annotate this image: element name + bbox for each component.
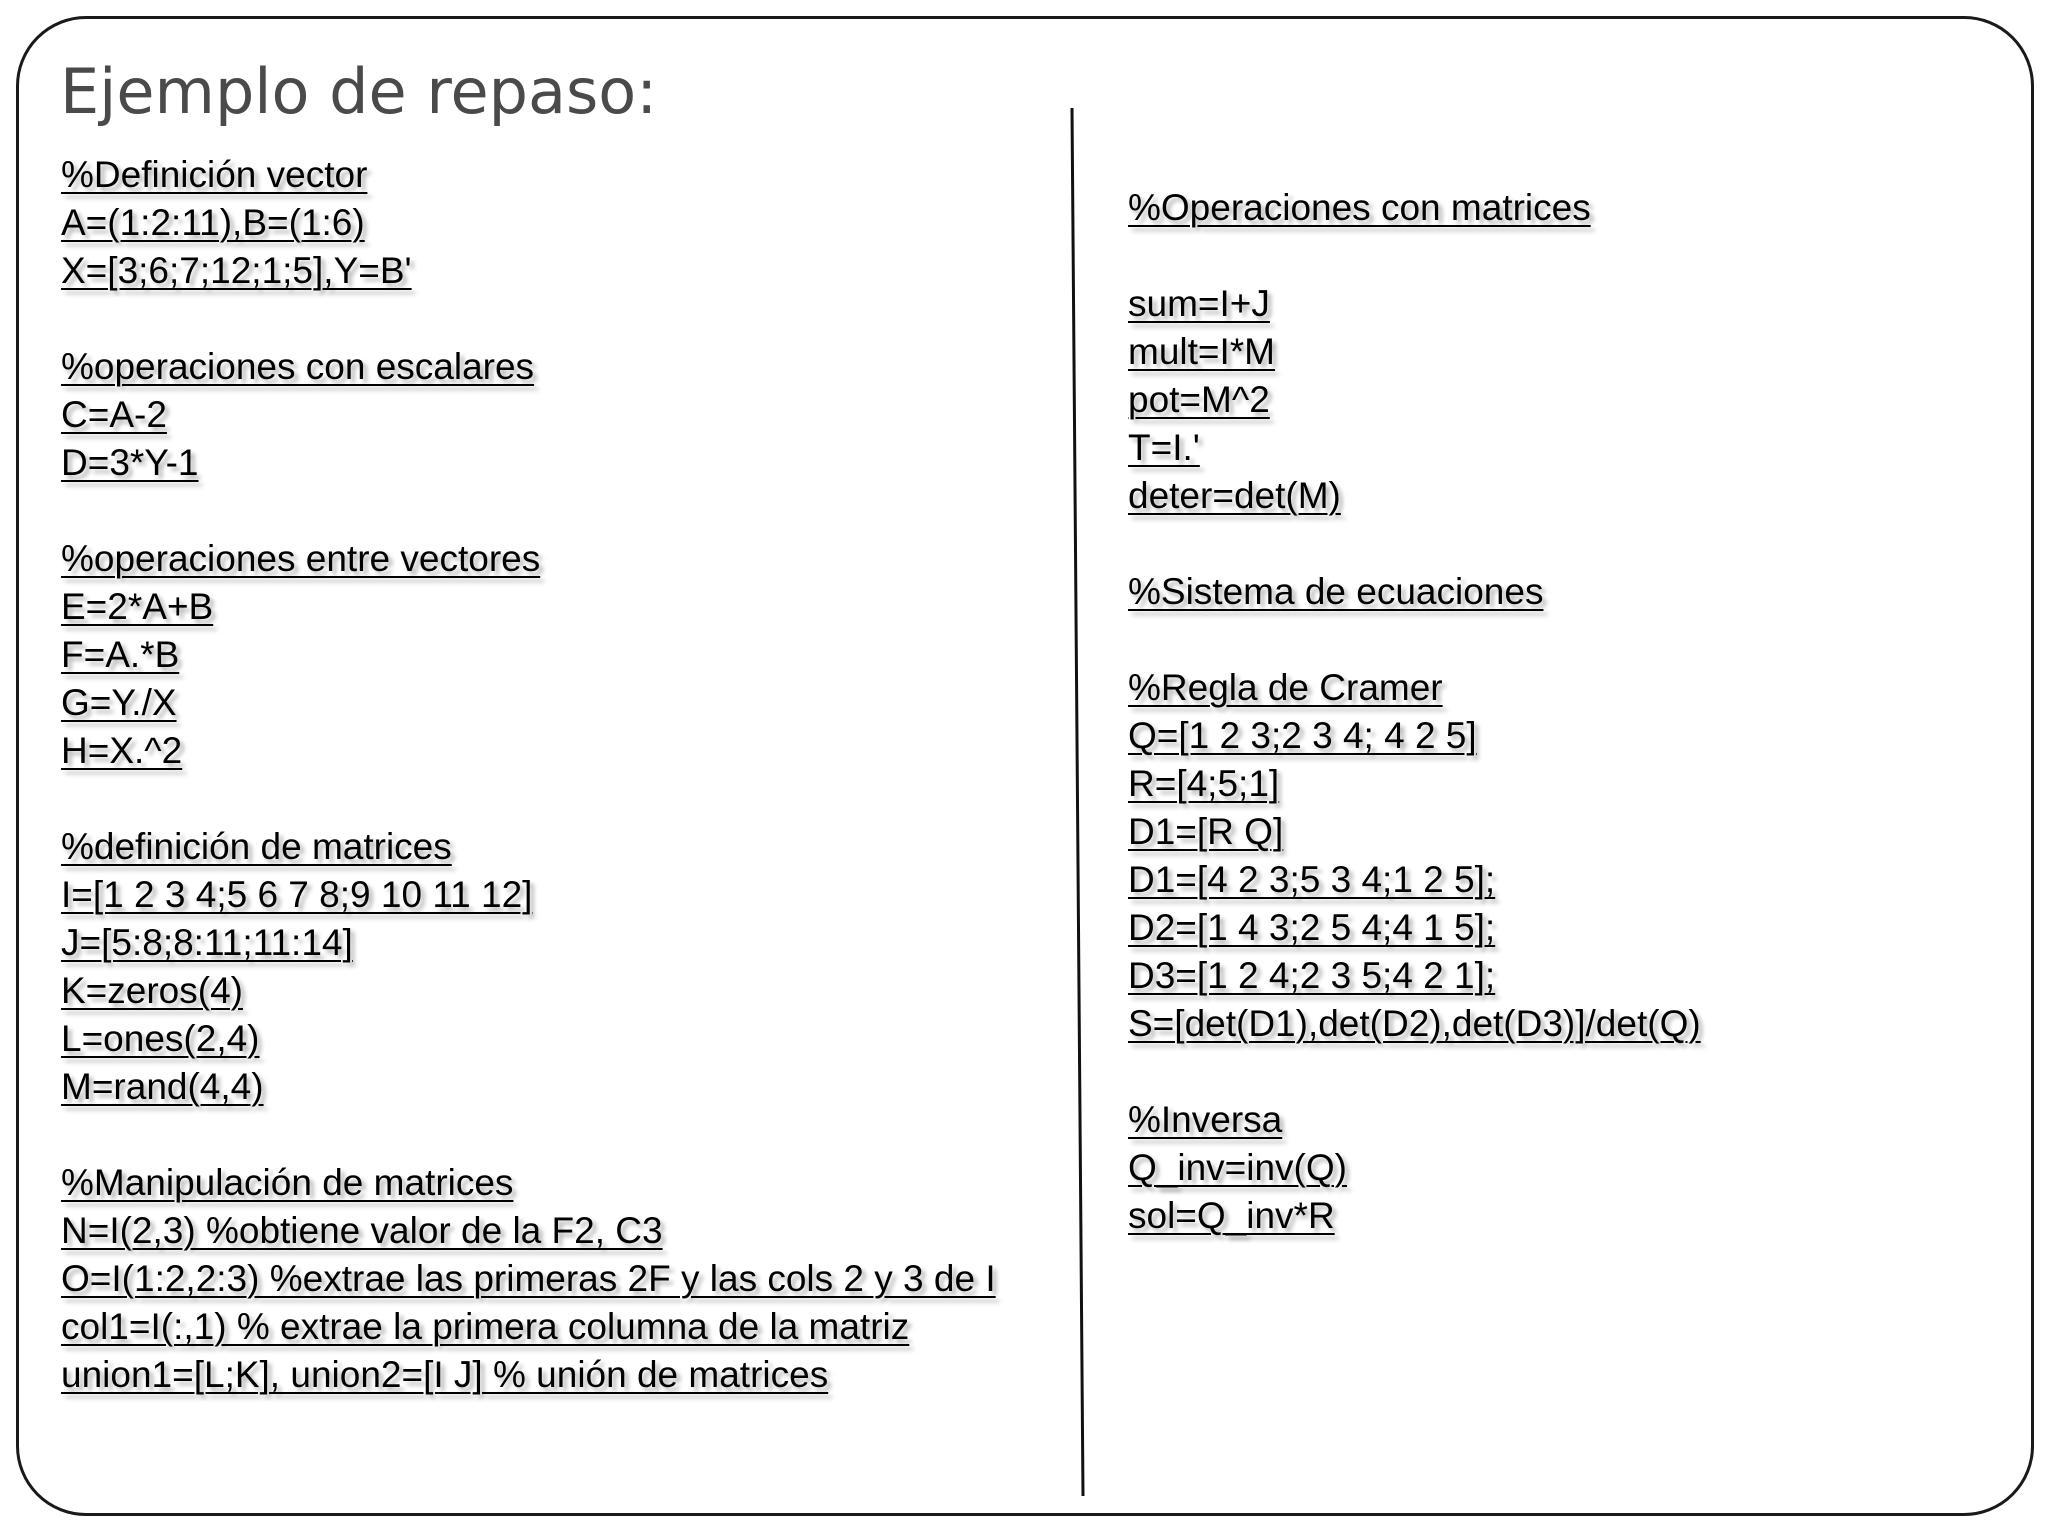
blank-line [61, 487, 996, 535]
blank-line [1128, 616, 1701, 664]
code-line: F=A.*B [61, 634, 180, 675]
code-line: I=[1 2 3 4;5 6 7 8;9 10 11 12] [61, 874, 533, 915]
code-line: X=[3;6;7;12;1;5],Y=B' [61, 250, 412, 291]
code-line: Q_inv=inv(Q) [1128, 1147, 1347, 1188]
code-line: union1=[L;K], union2=[I J] % unión de matrices [61, 1354, 829, 1395]
code-line: S=[det(D1),det(D2),det(D3)]/det(Q) [1128, 1003, 1701, 1044]
code-line: D3=[1 2 4;2 3 5;4 2 1]; [1128, 955, 1496, 996]
right-code-column [1128, 184, 1701, 1240]
blank-line [1128, 232, 1701, 280]
slide-title: Ejemplo de repaso: [60, 55, 658, 128]
code-line: G=Y./X [61, 682, 177, 723]
code-line: L=ones(2,4) [61, 1018, 260, 1059]
blank-line [1128, 520, 1701, 568]
code-line: col1=I(:,1) % extrae la primera columna de la matriz [61, 1306, 910, 1347]
left-code-column [61, 151, 996, 1399]
code-line: M=rand(4,4) [61, 1066, 264, 1107]
code-line: R=[4;5;1] [1128, 763, 1280, 804]
code-line: Q=[1 2 3;2 3 4; 4 2 5] [1128, 715, 1477, 756]
code-line: mult=I*M [1128, 331, 1276, 372]
code-line: N=I(2,3) %obtiene valor de la F2, C3 [61, 1210, 663, 1251]
comment-matrix-manipulation: %Manipulación de matrices [61, 1162, 514, 1203]
blank-line [61, 775, 996, 823]
code-line: pot=M^2 [1128, 379, 1270, 420]
comment-matrix-definition: %definición de matrices [61, 826, 452, 867]
code-line: H=X.^2 [61, 730, 183, 771]
code-line: J=[5:8;8:11;11:14] [61, 922, 353, 963]
code-line: D1=[R Q] [1128, 811, 1284, 852]
column-divider-line [1072, 108, 1083, 1496]
code-line: O=I(1:2,2:3) %extrae las primeras 2F y las cols 2 y 3 de I [61, 1258, 996, 1299]
comment-vector-operations: %operaciones entre vectores [61, 538, 541, 579]
code-line: T=I.' [1128, 427, 1200, 468]
code-line: C=A-2 [61, 394, 167, 435]
comment-equation-system: %Sistema de ecuaciones [1128, 571, 1544, 612]
comment-matrix-operations: %Operaciones con matrices [1128, 187, 1591, 228]
code-line: deter=det(M) [1128, 475, 1341, 516]
code-line: sum=I+J [1128, 283, 1270, 324]
comment-vector-definition: %Definición vector [61, 154, 368, 195]
code-line: E=2*A+B [61, 586, 214, 627]
code-line: sol=Q_inv*R [1128, 1195, 1335, 1236]
code-line: A=(1:2:11),B=(1:6) [61, 202, 365, 243]
comment-scalar-operations: %operaciones con escalares [61, 346, 535, 387]
column-divider [1066, 108, 1089, 1496]
comment-cramer-rule: %Regla de Cramer [1128, 667, 1443, 708]
code-line: D=3*Y-1 [61, 442, 199, 483]
code-line: D1=[4 2 3;5 3 4;1 2 5]; [1128, 859, 1496, 900]
code-line: K=zeros(4) [61, 970, 243, 1011]
blank-line [61, 1111, 996, 1159]
code-line: D2=[1 4 3;2 5 4;4 1 5]; [1128, 907, 1496, 948]
blank-line [1128, 1048, 1701, 1096]
comment-inverse: %Inversa [1128, 1099, 1283, 1140]
blank-line [61, 295, 996, 343]
